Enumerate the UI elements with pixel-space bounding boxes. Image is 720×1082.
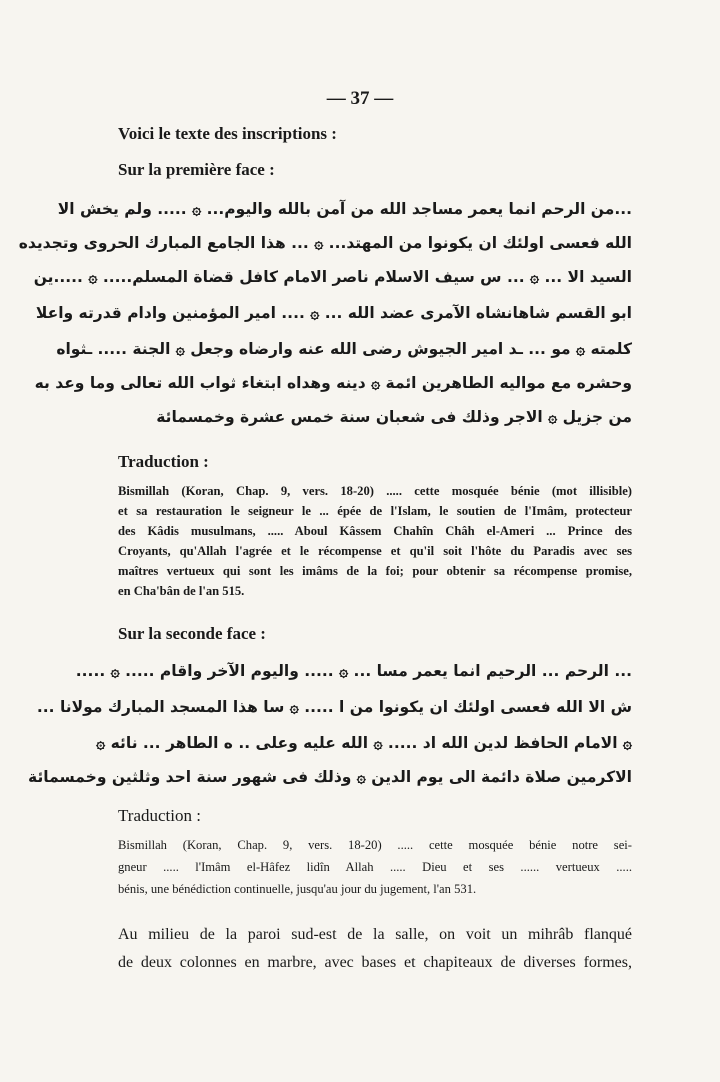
arabic-line: كلمته ۞ مو ... ـد امير الجيوش رضى الله عنه وارضاه وجعل ۞ الجنة ..... ـثواه [56, 340, 632, 358]
face2-heading: Sur la seconde face : [118, 624, 266, 643]
face1-translation-heading: Traduction : [118, 452, 209, 471]
translation-line: maîtres vertueux qui sont les imâms de la foi; pour obtenir sa récompense promise, [118, 564, 632, 578]
arabic-line: الله فعسى اولئك ان يكونوا من المهتد... ۞ ... هذا الجامع المبارك الحروى وتجديده [18, 234, 632, 252]
arabic-line: ...من الرحم انما يعمر مساجد الله من آمن بالله واليوم... ۞ ..... ولم يخش الا [57, 200, 632, 218]
page-number: — 37 — [326, 88, 394, 109]
arabic-line: ۞ الامام الحافظ لدين الله اد ..... ۞ الله عليه وعلى .. ه الطاهر ... نائه ۞ [96, 734, 632, 752]
arabic-line: ... الرحم ... الرحيم انما يعمر مسا ... ۞ ..... واليوم الآخر واقام ..... ۞ ..... [75, 662, 632, 680]
body-line: de deux colonnes en marbre, avec bases et chapiteaux de diverses formes, [118, 954, 632, 971]
translation-line: en Cha'bân de l'an 515. [118, 584, 245, 598]
translation-line: Bismillah (Koran, Chap. 9, vers. 18-20) ..... cette mosquée bénie notre sei- [118, 838, 632, 852]
intro-heading: Voici le texte des inscriptions : [118, 124, 337, 143]
translation-line: gneur ..... l'Imâm el-Hâfez lidîn Allah ..... Dieu et ses ...... vertueux ..... [118, 860, 632, 874]
arabic-line: ابو القسم شاهانشاه الآمرى عضد الله ... ۞ .... امير المؤمنين وادام قدرته واعلا [35, 304, 632, 322]
face1-heading: Sur la première face : [118, 160, 275, 179]
body-line: Au milieu de la paroi sud-est de la salle, on voit un mihrâb flanqué [118, 926, 632, 943]
face2-translation-heading: Traduction : [118, 806, 201, 825]
arabic-line: السيد الا ... ۞ ... س سيف الاسلام ناصر الامام كافل قضاة المسلم..... ۞ .....ين [33, 268, 632, 286]
translation-line: Croyants, qu'Allah l'agrée et le récompense et qu'il soit l'hôte du Paradis avec ses [118, 544, 632, 558]
translation-line: et sa restauration le seigneur le ... épée de l'Islam, le soutien de l'Imâm, protecteur [118, 504, 632, 518]
arabic-line: ش الا الله فعسى اولئك ان يكونوا من ا ..... ۞ سا هذا المسجد المبارك مولانا ... [36, 698, 632, 716]
arabic-line: الاكرمين صلاة دائمة الى يوم الدين ۞ وذلك فى شهور سنة احد وثلثين وخمسمائة [28, 768, 632, 786]
translation-line: bénis, une bénédiction continuelle, jusqu'au jour du jugement, l'an 531. [118, 882, 477, 896]
translation-line: des Kâdis musulmans, ..... Aboul Kâssem Chahîn Châh el-Ameri ... Prince des [118, 524, 632, 538]
arabic-line: من جزيل ۞ الاجر وذلك فى شعبان سنة خمس عشرة وخمسمائة [156, 408, 632, 426]
translation-line: Bismillah (Koran, Chap. 9, vers. 18-20) ..... cette mosquée bénie (mot illisible) [118, 484, 632, 498]
arabic-line: وحشره مع مواليه الطاهرين ائمة ۞ دينه وهداه ابتغاء ثواب الله تعالى وما وعد به [34, 374, 632, 392]
